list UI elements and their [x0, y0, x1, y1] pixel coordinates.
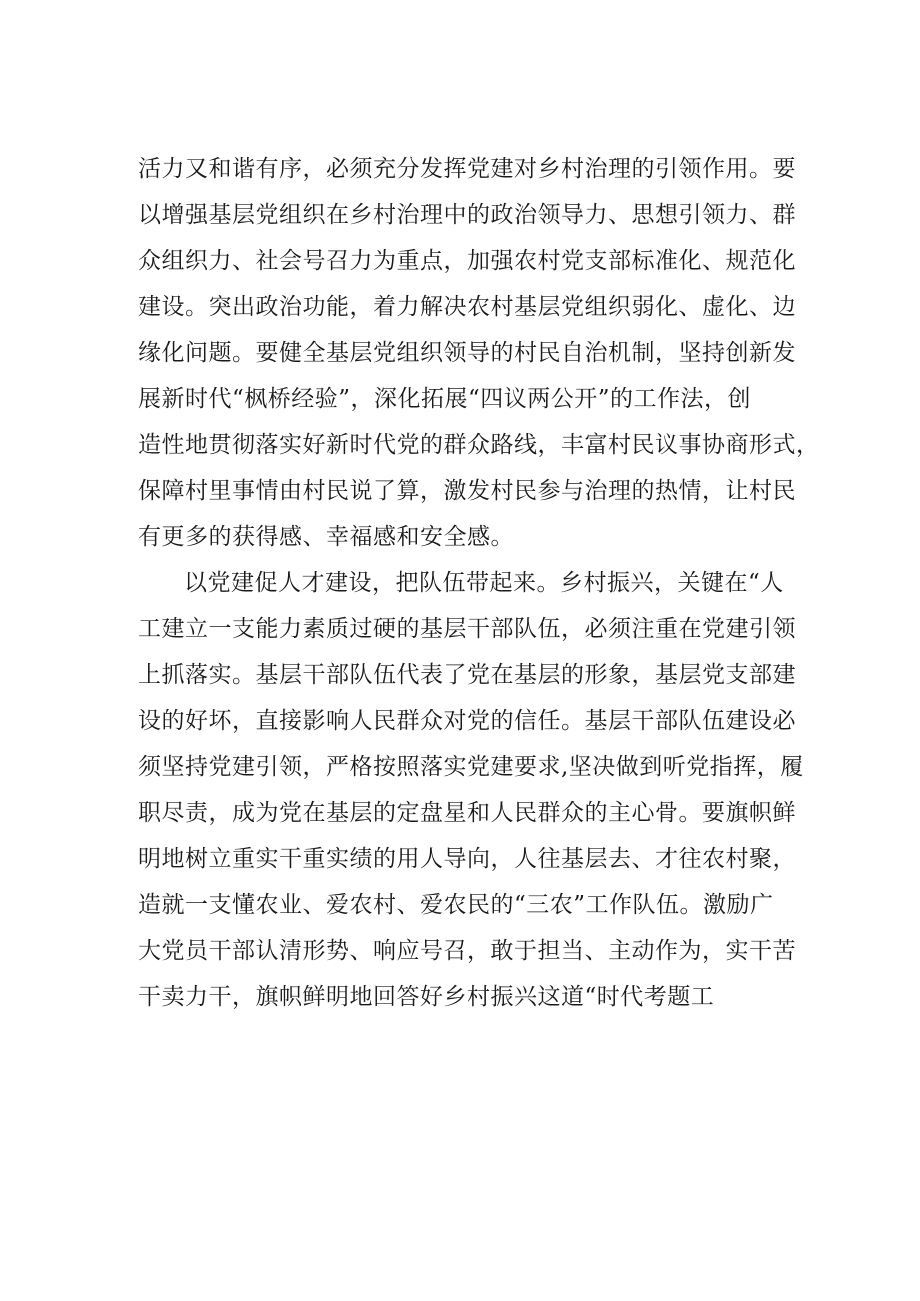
- text-line: 保障村里事情由村民说了算，激发村民参与治理的热情，让村民: [138, 478, 796, 504]
- text-line: 设的好坏，直接影响人民群众对党的信任。基层干部队伍建设必: [138, 708, 796, 734]
- text-line: 工建立一支能力素质过硬的基层干部队伍，必须注重在党建引领: [138, 616, 796, 642]
- text-line: 大党员干部认清形势、响应号召，敢于担当、主动作为，实干苦: [138, 938, 796, 964]
- text-line: 建设。突出政治功能，着力解决农村基层党组织弱化、虚化、边: [138, 294, 796, 320]
- text-line: 缘化问题。要健全基层党组织领导的村民自治机制，坚持创新发: [138, 340, 796, 366]
- text-line: 明地树立重实干重实绩的用人导向，人往基层去、才往农村聚，: [138, 846, 796, 872]
- text-line-indented: 以党建促人才建设，把队伍带起来。乡村振兴，关键在“人: [184, 570, 784, 596]
- text-line: 上抓落实。基层干部队伍代表了党在基层的形象，基层党支部建: [138, 662, 796, 688]
- text-line: 造就一支懂农业、爱农村、爱农民的“三农”工作队伍。激励广: [138, 892, 774, 918]
- text-line: 职尽责，成为党在基层的定盘星和人民群众的主心骨。要旗帜鲜: [138, 800, 796, 826]
- document-body: [138, 146, 820, 1020]
- text-line: 众组织力、社会号召力为重点，加强农村党支部标准化、规范化: [138, 248, 796, 274]
- text-line: 活力又和谐有序，必须充分发挥党建对乡村治理的引领作用。要: [138, 156, 796, 182]
- paragraph-party-governance: [138, 146, 820, 560]
- text-line: 有更多的获得感、幸福感和安全感。: [138, 524, 514, 550]
- text-line: 展新时代“枫桥经验”，深化拓展“四议两公开”的工作法，创: [138, 386, 752, 412]
- text-line: 须坚持党建引领，严格按照落实党建要求,坚决做到听党指挥，履: [138, 754, 804, 780]
- paragraph-talent-building: [138, 560, 804, 1020]
- text-line: 造性地贯彻落实好新时代党的群众路线，丰富村民议事协商形式，: [138, 432, 820, 458]
- text-line: 干卖力干，旗帜鲜明地回答好乡村振兴这道“时代考题工: [138, 984, 715, 1010]
- text-line: 以增强基层党组织在乡村治理中的政治领导力、思想引领力、群: [138, 202, 796, 228]
